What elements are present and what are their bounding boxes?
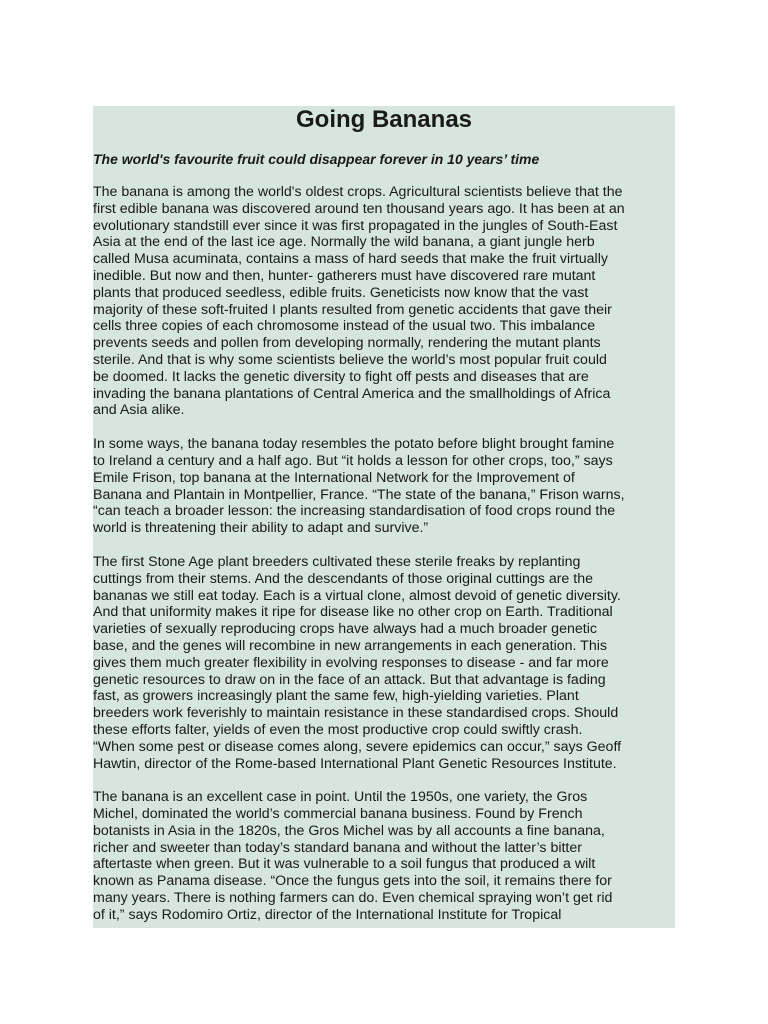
paragraph-line: Emile Frison, top banana at the International Network for the Improvement of (93, 469, 575, 486)
paragraph (93, 789, 675, 923)
paragraph-line: In some ways, the banana today resembles the potato before blight brought famine (93, 436, 615, 453)
paragraph-line: botanists in Asia in the 1820s, the Gros Michel was by all accounts a fine banana, (93, 822, 605, 839)
paragraph-line: evolutionary standstill ever since it was first propagated in the jungles of South-East (93, 217, 618, 234)
document-title: Going Bananas (295, 106, 473, 133)
paragraph-line: of it,” says Rodomiro Ortiz, director of the International Institute for Tropical (93, 906, 562, 923)
paragraph-line: “can teach a broader lesson: the increasing standardisation of food crops round the (93, 503, 616, 520)
paragraph-line: cuttings from their stems. And the descendants of those original cuttings are the (93, 570, 593, 587)
paragraph-line: Banana and Plantain in Montpellier, France. “The state of the banana,” Frison warns, (93, 486, 625, 503)
paragraph-line: gives them much greater flexibility in evolving responses to disease - and far more (93, 654, 609, 671)
paragraph-line: “When some pest or disease comes along, severe epidemics can occur,” says Geoff (93, 738, 622, 755)
paragraph-line: The banana is an excellent case in point. Until the 1950s, one variety, the Gros (93, 789, 588, 806)
paragraph-line: plants that produced seedless, edible fruits. Geneticists now know that the vast (93, 284, 589, 301)
paragraph-line: The banana is among the world's oldest crops. Agricultural scientists believe that the (93, 184, 623, 200)
paragraph-line: cells three copies of each chromosome instead of the usual two. This imbalance (93, 318, 596, 335)
paragraph-line: base, and the genes will recombine in new arrangements in each generation. This (93, 637, 607, 654)
paragraph (93, 184, 675, 419)
paragraph-line: The first Stone Age plant breeders cultivated these sterile freaks by replanting (93, 553, 581, 570)
paragraph-line: invading the banana plantations of Central America and the smallholdings of Africa (93, 385, 611, 402)
paragraph-line: called Musa acuminata, contains a mass of hard seeds that make the fruit virtually (93, 251, 608, 268)
paragraph-line: varieties of sexually reproducing crops have always had a much broader genetic (93, 621, 597, 638)
paragraph-line: fast, as growers increasingly plant the same few, high-yielding varieties. Plant (93, 688, 579, 705)
paragraph-line: prevents seeds and pollen from developing normally, rendering the mutant plants (93, 335, 601, 352)
paragraph-line: And that uniformity makes it ripe for disease like no other crop on Earth. Traditional (93, 604, 613, 621)
paragraph-line: first edible banana was discovered around ten thousand years ago. It has been at an (93, 200, 625, 217)
paragraph-line: be doomed. It lacks the genetic diversity to fight off pests and diseases that are (93, 368, 589, 385)
paragraph-line: richer and sweeter than today’s standard banana and without the latter’s bitter (93, 839, 582, 856)
paragraph-line: to Ireland a century and a half ago. But “it holds a lesson for other crops, too,” says (93, 452, 613, 469)
paragraph-line: genetic resources to draw on in the face of an attack. But that advantage is fading (93, 671, 606, 688)
paragraph-line: Hawtin, director of the Rome-based International Plant Genetic Resources Institute. (93, 755, 617, 772)
paragraph (93, 436, 675, 537)
paragraph-line: Asia at the end of the last ice age. Normally the wild banana, a giant jungle herb (93, 234, 595, 251)
paragraph-line: known as Panama disease. “Once the fungus gets into the soil, it remains there for (93, 873, 612, 890)
document-subtitle: The world's favourite fruit could disappear forever in 10 years’ time (93, 151, 540, 167)
article-body (93, 184, 675, 924)
paragraph-line: aftertaste when green. But it was vulnerable to a soil fungus that produced a wilt (93, 856, 596, 873)
paragraph-line: and Asia alike. (93, 402, 185, 419)
paragraph-line: world is threatening their ability to adapt and survive.” (93, 520, 429, 537)
paragraph-line: bananas we still eat today. Each is a virtual clone, almost devoid of genetic diversity. (93, 587, 621, 604)
paragraph-line: these efforts falter, yields of even the most productive crop could swiftly crash. (93, 721, 583, 738)
paragraph-line: sterile. And that is why some scientists believe the world’s most popular fruit could (93, 351, 607, 368)
paragraph-line: inedible. But now and then, hunter- gatherers must have discovered rare mutant (93, 267, 596, 284)
document-page (93, 106, 675, 928)
paragraph-line: breeders work feverishly to maintain resistance in these standardised crops. Should (93, 705, 619, 722)
paragraph-line: majority of these soft-fruited I plants resulted from genetic accidents that gave their (93, 301, 612, 318)
paragraph-line: Michel, dominated the world’s commercial banana business. Found by French (93, 806, 583, 823)
paragraph (93, 554, 675, 772)
paragraph-line: many years. There is nothing farmers can do. Even chemical spraying won’t get rid (93, 890, 613, 907)
